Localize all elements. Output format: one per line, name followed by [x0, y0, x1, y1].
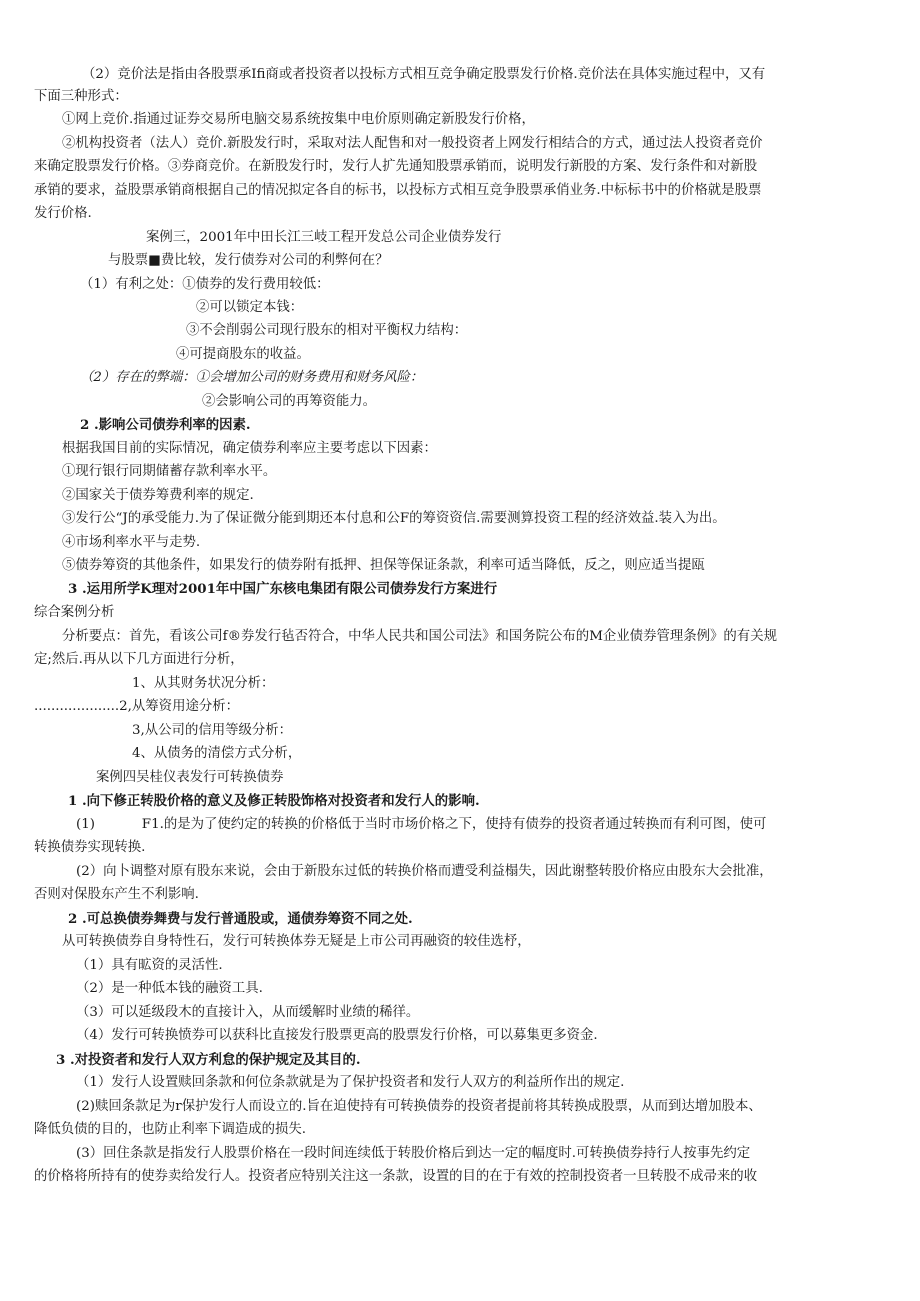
- text-line: 否则对保股东产生不利影响.: [34, 887, 199, 902]
- text-line: 定;然后.再从以下几方面进行分析，: [34, 652, 244, 667]
- text-line: 根据我国目前的实际情况，确定债券利率应主要考虑以下因素：: [62, 441, 437, 456]
- question-line: 2 .影响公司债券利率的因素.: [80, 417, 251, 433]
- text-line: (2）向卜调整对原有股东来说，会由于新股东过低的转换价格而遭受利益榻失，因此谢整转股价格应由股东大会批准，: [76, 864, 773, 879]
- text-line: ④市场利率水平与走势.: [62, 535, 201, 550]
- text-line: 1、从其财务状况分析：: [132, 676, 275, 691]
- question-line: 3 .运用所学K理对2001年中国广东核电集团有限公司债券发行方案进行: [68, 581, 498, 597]
- section-heading: 案例三，2001年中田长江三岐工程开发总公司企业债券发行: [146, 230, 502, 245]
- section-heading: 案例四吴桂仪表发行可转换债券: [96, 770, 284, 785]
- text-line: （2）存在的弊端：①会增加公司的财务费用和财务风险：: [80, 370, 424, 385]
- text-line: 承销的要求，益股票承销商根据自己的情况拟定各自的标书，以投标方式相互竞争股票承俏业务.中标标书中的价格就是股票: [34, 183, 762, 198]
- text-line: 3,从公司的信用等级分析：: [132, 723, 293, 738]
- text-line: （4）发行可转换愤券可以获科比直接发行股票更高的股票发行价格，可以募集更多资金.: [76, 1028, 598, 1043]
- text-line: 从可转换债券自身特性石，发行可转换体券无疑是上市公司再融资的较佳选杼，: [62, 934, 531, 949]
- text-line: （1）发行人设置赎回条款和何位条款就是为了保护投资者和发行人双方的利益所作出的规定.: [76, 1075, 625, 1090]
- text-line: 分析要点：首先，看该公司f®券发行毡否符合，中华人民共和国公司法》和国务院公布的M企业债券管理条例》的有关规: [62, 629, 777, 644]
- text-line: (1) F1.的是为了使约定的转换的价格低于当时市场价格之下，使持有债券的投资者通过转换而有利可图，使可: [76, 817, 767, 832]
- text-line: ....................2,从筹资用途分析：: [34, 699, 240, 714]
- text-line: ①网上竞价.指通过证券交易所电脑交易系统按集中电价原则确定新股发行价格，: [62, 112, 535, 127]
- text-line: （3）可以延级段木的直接计入，从而缓解时业绩的稀徉。: [76, 1005, 420, 1020]
- text-line: 发行价格.: [34, 206, 92, 221]
- text-line: ②会影响公司的再筹资能力。: [202, 394, 377, 409]
- text-line: (3）回住条款是指发行人股票价格在一段时间连续低于转股价格后到达一定的幅度时.可转换债券持行人按事先约定: [76, 1146, 751, 1161]
- text-line: 下面三种形式：: [34, 89, 128, 104]
- question-line: 3 .对投资者和发行人双方利怠的保护规定及其目的.: [56, 1052, 361, 1068]
- text-line: ②机构投资者（法人）竞价.新股发行时，采取对法人配售和对一般投资者上网发行相结合的方式，通过法人投资者竞价: [62, 136, 763, 151]
- question-line: 2 .可总换债券舞费与发行普通股或，通债券筹资不同之处.: [68, 911, 413, 927]
- text-line: ⑤债券筹资的其他条件，如果发行的债券附有抵押、担保等保证条款，利率可适当降低，反之，则应适当提瓯: [62, 558, 705, 573]
- text-line: ③不会削弱公司现行股东的相对平衡权力结构：: [186, 323, 468, 338]
- question-line: 与股票■费比较，发行债券对公司的利弊何在？: [108, 253, 389, 268]
- text-line: ③发行公“J的承受能力.为了保证微分能到期还本付息和公F的筹资资信.需要测算投资工程的经济效益.装入为出。: [62, 511, 726, 526]
- text-line: 综合案例分析: [34, 605, 115, 620]
- text-line: ②国家关于债券筹费利率的规定.: [62, 488, 254, 503]
- text-line: （2）竞价法是指由各股票承Ifi商或者投资者以投标方式相互竞争确定股票发行价格.竞价法在具体实施过程中，又有: [82, 67, 766, 82]
- text-line: (2)赎回条款足为r保护发行人而设立的.旨在迫使持有可转换债券的投资者提前将其转换成股票，从而到达增加股本、: [76, 1099, 762, 1114]
- text-line: （2）是一种低本钱的融资工具.: [76, 981, 263, 996]
- text-line: 的价格将所持有的使券卖给发行人。投资者应特别关注这一条款，设置的目的在于有效的控制投资者一旦转股不成帚来的收: [34, 1169, 758, 1184]
- text-line: ②可以锁定本钱：: [196, 300, 304, 315]
- question-line: 1 .向下修正转股价格的意义及修正转股饰格对投资者和发行人的影响.: [68, 793, 480, 809]
- text-line: 转换债券实现转换.: [34, 840, 146, 855]
- text-line: ④可提商股东的收益。: [176, 347, 310, 362]
- text-line: （1）有利之处：①债券的发行费用较低：: [80, 277, 330, 292]
- text-line: 来确定股票发行价格。③券商竞价。在新股发行时，发行人扩先通知股票承销而，说明发行新股的方案、发行条件和对新股: [34, 159, 758, 174]
- text-line: （1）具有昿资的灵活性.: [76, 958, 223, 973]
- text-line: 降低负债的目的，也防止利率下调造成的损失.: [34, 1122, 307, 1137]
- text-line: ①现行银行同期储蓄存款利率水平。: [62, 464, 277, 479]
- text-line: 4、从债务的清偿方式分析，: [132, 746, 302, 761]
